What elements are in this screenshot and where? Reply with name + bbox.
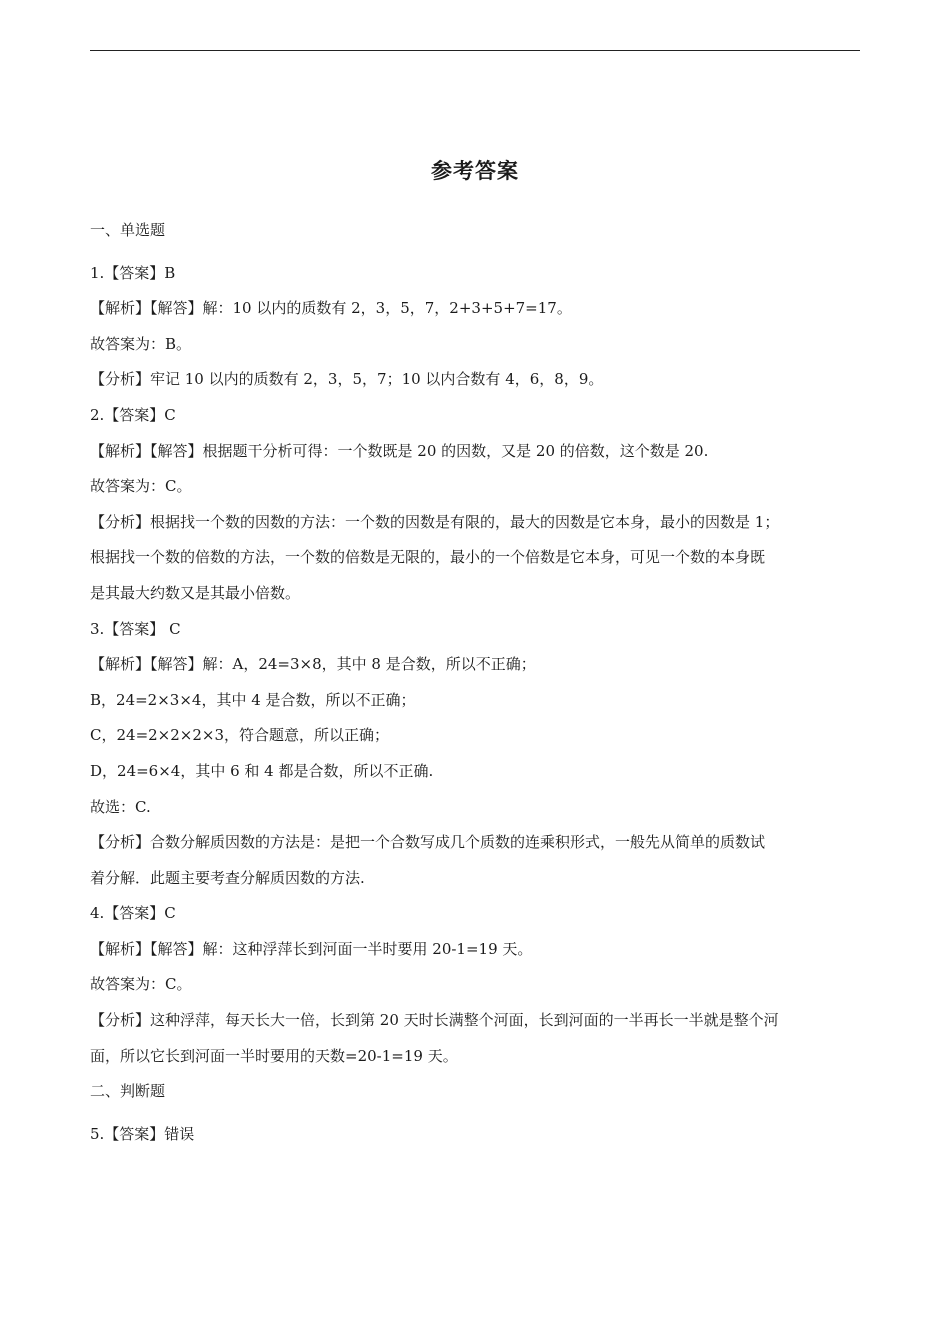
- answer-line: 【解析】【解答】根据题干分析可得：一个数既是 20 的因数，又是 20 的倍数，这个数是 20.: [90, 441, 709, 460]
- answer-line: 根据找一个数的倍数的方法，一个数的倍数是无限的，最小的一个倍数是它本身，可见一个数的本身既: [90, 548, 766, 567]
- header-rule: [90, 50, 860, 51]
- answer-line: 【分析】根据找一个数的因数的方法：一个数的因数是有限的，最大的因数是它本身，最小的因数是 1；: [90, 512, 780, 531]
- answer-line: 故答案为：B。: [90, 334, 192, 353]
- answer-line: 【分析】牢记 10 以内的质数有 2，3，5，7；10 以内合数有 4，6，8，9。: [90, 370, 604, 389]
- section-heading: 一、单选题: [90, 221, 166, 239]
- answer-line: 【分析】这种浮萍，每天长大一倍，长到第 20 天时长满整个河面，长到河面的一半再长一半就是整个河: [90, 1011, 779, 1030]
- answer-line: 4.【答案】C: [90, 904, 176, 923]
- answer-line: 2.【答案】C: [90, 405, 176, 424]
- answer-line: 故答案为：C。: [90, 975, 192, 994]
- answer-line: 1.【答案】B: [90, 263, 176, 282]
- answer-line: 面，所以它长到河面一半时要用的天数=20-1=19 天。: [90, 1046, 458, 1065]
- answer-line: 5.【答案】错误: [90, 1124, 195, 1143]
- answer-line: 故选：C.: [90, 797, 151, 816]
- answer-line: 故答案为：C。: [90, 477, 192, 496]
- page-title: 参考答案: [431, 158, 519, 183]
- answer-line: 3.【答案】 C: [90, 619, 181, 638]
- answer-line: 是其最大约数又是其最小倍数。: [90, 583, 301, 602]
- answer-content: [90, 213, 860, 1152]
- answer-line: 【解析】【解答】解：这种浮萍长到河面一半时要用 20-1=19 天。: [90, 939, 533, 958]
- section-gap: [90, 249, 860, 256]
- answer-line: C，24=2×2×2×3，符合题意，所以正确；: [90, 726, 390, 745]
- section-gap: [90, 1110, 860, 1117]
- answer-line: 着分解．此题主要考查分解质因数的方法.: [90, 868, 365, 887]
- answer-line: 【解析】【解答】解：A，24=3×8，其中 8 是合数，所以不正确；: [90, 655, 536, 674]
- answer-line: 【解析】【解答】解：10 以内的质数有 2，3，5，7，2+3+5+7=17。: [90, 299, 572, 318]
- answer-line: 【分析】合数分解质因数的方法是：是把一个合数写成几个质数的连乘积形式，一般先从简单的质数试: [90, 833, 766, 852]
- answer-line: B，24=2×3×4，其中 4 是合数，所以不正确；: [90, 690, 416, 709]
- section-heading: 二、判断题: [90, 1082, 166, 1101]
- answer-line: D，24=6×4，其中 6 和 4 都是合数，所以不正确.: [90, 761, 434, 780]
